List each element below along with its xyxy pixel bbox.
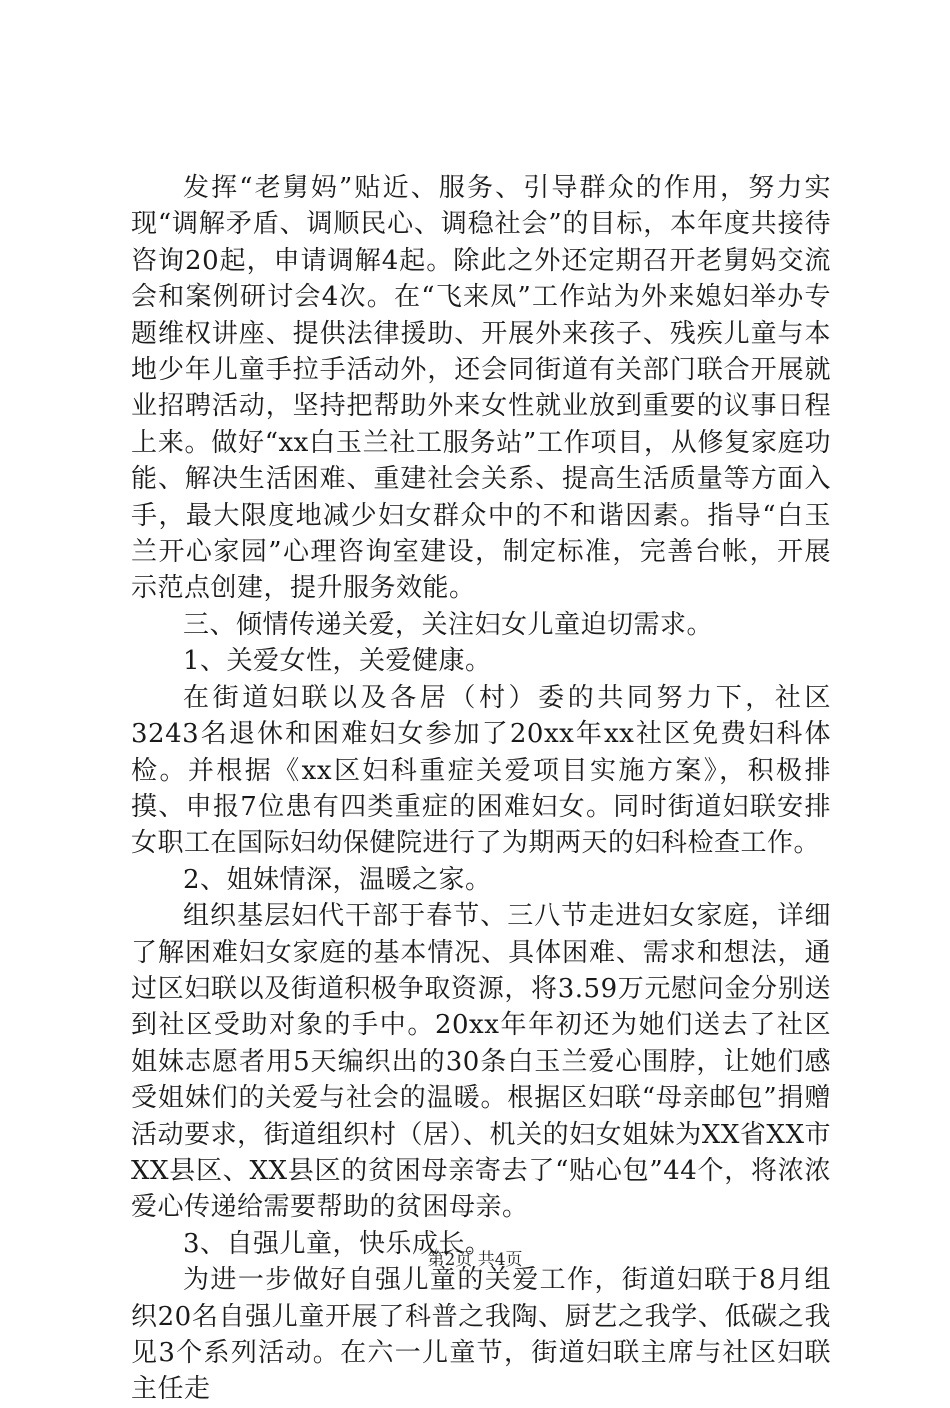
section-heading-care: 三、倾情传递关爱，关注妇女儿童迫切需求。 bbox=[183, 609, 714, 640]
document-body bbox=[131, 170, 831, 1408]
paragraph-health-checkup: 在街道妇联以及各居（村）委的共同努力下，社区3243名退休和困难妇女参加了20xx年xx社区免费妇科体检。并根据《xx区妇科重症关爱项目实施方案》，积极排摸、申报7位患有四类重症的困难妇女。同时街道妇联安排女职工在国际妇幼保健院进行了为期两天的妇科检查工作。 bbox=[131, 682, 831, 859]
paragraph-mediation: 发挥“老舅妈”贴近、服务、引导群众的作用，努力实现“调解矛盾、调顺民心、调稳社会”的目标，本年度共接待咨询20起，申请调解4起。除此之外还定期召开老舅妈交流会和案例研讨会4次。在“飞来凤”工作站为外来媳妇举办专题维权讲座、提供法律援助、开展外来孩子、残疾儿童与本地少年儿童手拉手活动外，还会同街道有关部门联合开展就业招聘活动，坚持把帮助外来女性就业放到重要的议事日程上来。做好“xx白玉兰社工服务站”工作项目，从修复家庭功能、解决生活困难、重建社会关系、提高生活质量等方面入手，最大限度地减少妇女群众中的不和谐因素。指导“白玉兰开心家园”心理咨询室建设，制定标准，完善台帐，开展示范点创建，提升服务效能。 bbox=[131, 173, 831, 604]
page-footer: 第2页 共4页 bbox=[427, 1250, 523, 1270]
subheading-sisterhood: 2、姐妹情深，温暖之家。 bbox=[183, 864, 492, 895]
subheading-children: 3、自强儿童，快乐成长。 bbox=[183, 1228, 492, 1259]
paragraph-sisterhood: 组织基层妇代干部于春节、三八节走进妇女家庭，详细了解困难妇女家庭的基本情况、具体困难、需求和想法，通过区妇联以及街道积极争取资源，将3.59万元慰问金分别送到社区受助对象的手中。20xx年年初还为她们送去了社区姐妹志愿者用5天编织出的30条白玉兰爱心围脖，让她们感受姐妹们的关爱与社会的温暖。根据区妇联“母亲邮包”捐赠活动要求，街道组织村（居）、机关的妇女姐妹为XX省XX市XX县区、XX县区的贫困母亲寄去了“贴心包”44个，将浓浓爱心传递给需要帮助的贫困母亲。 bbox=[131, 901, 831, 1223]
subheading-women-health: 1、关爱女性，关爱健康。 bbox=[183, 646, 492, 677]
paragraph-children: 为进一步做好自强儿童的关爱工作，街道妇联于8月组织20名自强儿童开展了科普之我陶、厨艺之我学、低碳之我见3个系列活动。在六一儿童节，街道妇联主席与社区妇联主任走 bbox=[131, 1265, 831, 1405]
